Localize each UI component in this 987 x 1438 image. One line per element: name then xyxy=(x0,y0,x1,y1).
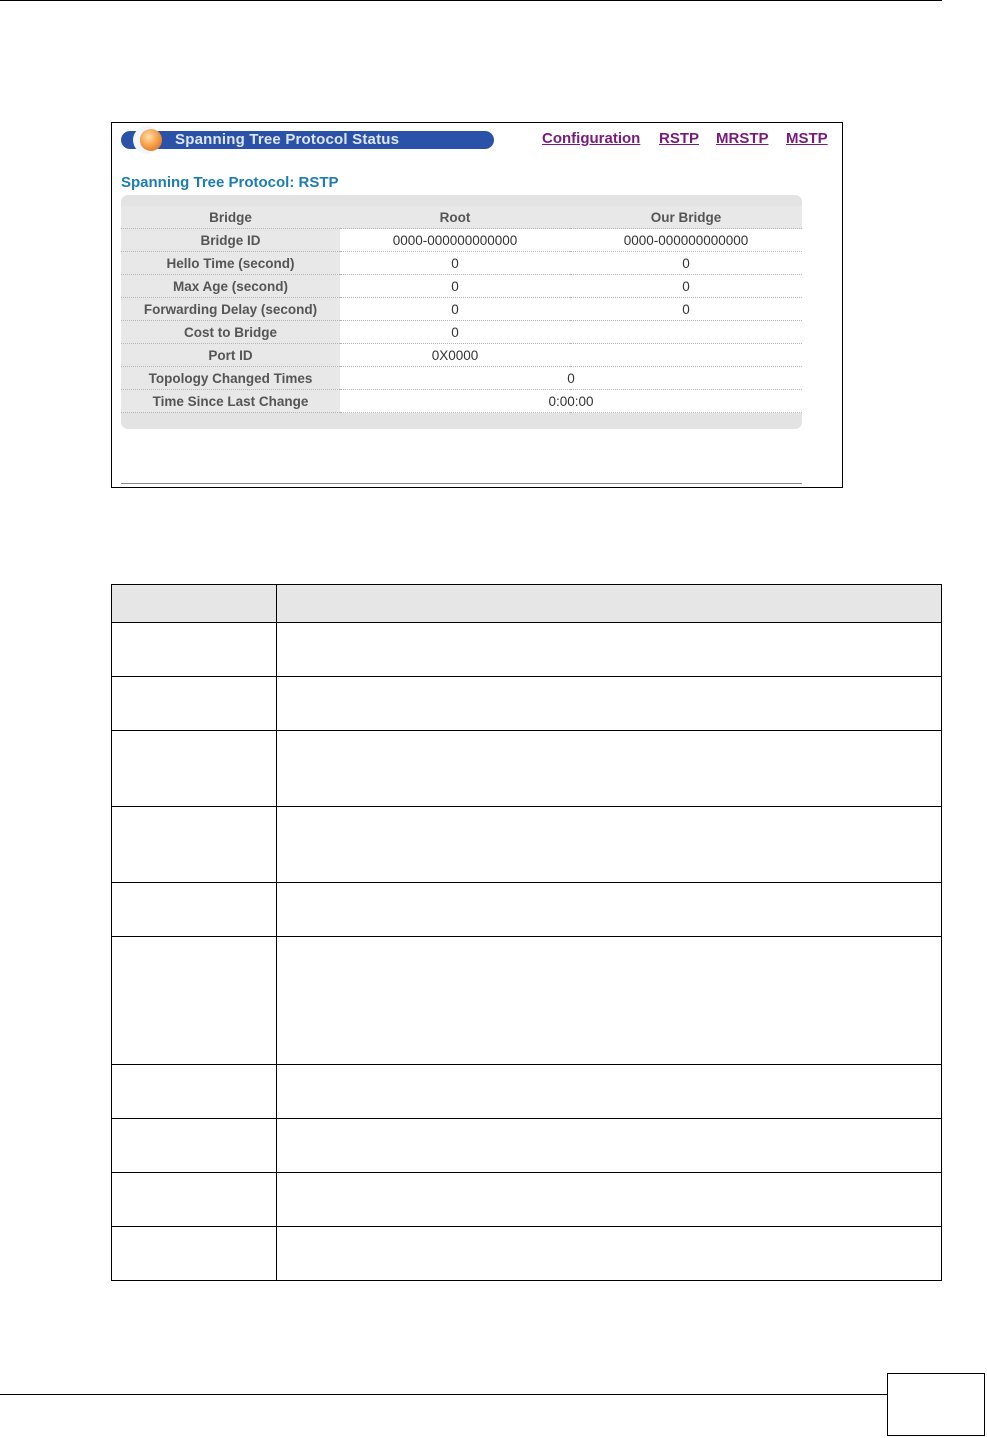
our-bridge-value: 0000-000000000000 xyxy=(570,229,802,252)
root-value: 0 xyxy=(340,298,570,321)
label-cell xyxy=(112,1173,277,1227)
row-label: Hello Time (second) xyxy=(121,252,340,275)
protocol-heading: Spanning Tree Protocol: RSTP xyxy=(121,174,339,191)
spanned-value: 0 xyxy=(340,367,802,390)
table-row xyxy=(112,623,942,677)
root-value: 0X0000 xyxy=(340,344,570,367)
table-row xyxy=(121,229,802,252)
root-value: 0 xyxy=(340,321,570,344)
label-cell xyxy=(112,623,277,677)
panel-title: Spanning Tree Protocol Status xyxy=(175,131,400,148)
mstp-link[interactable]: MSTP xyxy=(786,130,828,147)
description-column-header xyxy=(277,585,942,623)
mrstp-link[interactable]: MRSTP xyxy=(716,130,769,147)
stp-table xyxy=(121,206,802,413)
column-header: Our Bridge xyxy=(570,206,802,229)
description-cell xyxy=(277,731,942,807)
field-description-table xyxy=(111,584,942,1281)
description-cell xyxy=(277,623,942,677)
table-row xyxy=(121,275,802,298)
column-header: Bridge xyxy=(121,206,340,229)
row-label: Max Age (second) xyxy=(121,275,340,298)
description-cell xyxy=(277,883,942,937)
table-row xyxy=(121,252,802,275)
label-cell xyxy=(112,1227,277,1281)
table-row xyxy=(112,731,942,807)
root-value: 0000-000000000000 xyxy=(340,229,570,252)
label-cell xyxy=(112,731,277,807)
our-bridge-value: 0 xyxy=(570,252,802,275)
empty-cell xyxy=(570,321,802,344)
table-header-row xyxy=(121,206,802,229)
table-row xyxy=(121,344,802,367)
our-bridge-value: 0 xyxy=(570,275,802,298)
configuration-link[interactable]: Configuration xyxy=(542,130,641,147)
title-bar xyxy=(121,131,494,149)
label-column-header xyxy=(112,585,277,623)
table-row xyxy=(112,1173,942,1227)
label-cell xyxy=(112,883,277,937)
description-cell xyxy=(277,677,942,731)
label-cell xyxy=(112,677,277,731)
row-label: Port ID xyxy=(121,344,340,367)
table-row xyxy=(121,367,802,390)
footer-rule xyxy=(0,1394,888,1395)
description-cell xyxy=(277,937,942,1065)
panel-divider xyxy=(121,483,802,484)
description-cell xyxy=(277,1227,942,1281)
our-bridge-value: 0 xyxy=(570,298,802,321)
description-cell xyxy=(277,807,942,883)
table-row xyxy=(121,390,802,413)
table-row xyxy=(121,321,802,344)
table-row xyxy=(112,883,942,937)
root-value: 0 xyxy=(340,275,570,298)
table-row xyxy=(121,298,802,321)
label-cell xyxy=(112,807,277,883)
table-row xyxy=(112,1119,942,1173)
orb-icon xyxy=(140,129,162,151)
table-row xyxy=(112,1065,942,1119)
label-cell xyxy=(112,1119,277,1173)
description-cell xyxy=(277,1173,942,1227)
stp-status-screenshot xyxy=(111,122,843,488)
table-row xyxy=(112,937,942,1065)
column-header: Root xyxy=(340,206,570,229)
table-row xyxy=(112,677,942,731)
row-label: Forwarding Delay (second) xyxy=(121,298,340,321)
top-rule xyxy=(0,0,942,1)
root-value: 0 xyxy=(340,252,570,275)
table-row xyxy=(112,1227,942,1281)
description-cell xyxy=(277,1119,942,1173)
rstp-link[interactable]: RSTP xyxy=(659,130,700,147)
table-header-row xyxy=(112,585,942,623)
row-label: Cost to Bridge xyxy=(121,321,340,344)
empty-cell xyxy=(570,344,802,367)
label-cell xyxy=(112,1065,277,1119)
table-row xyxy=(112,807,942,883)
description-cell xyxy=(277,1065,942,1119)
label-cell xyxy=(112,937,277,1065)
row-label: Bridge ID xyxy=(121,229,340,252)
spanned-value: 0:00:00 xyxy=(340,390,802,413)
row-label: Topology Changed Times xyxy=(121,367,340,390)
page-number-box xyxy=(887,1373,985,1436)
row-label: Time Since Last Change xyxy=(121,390,340,413)
stp-table-container xyxy=(121,195,802,429)
